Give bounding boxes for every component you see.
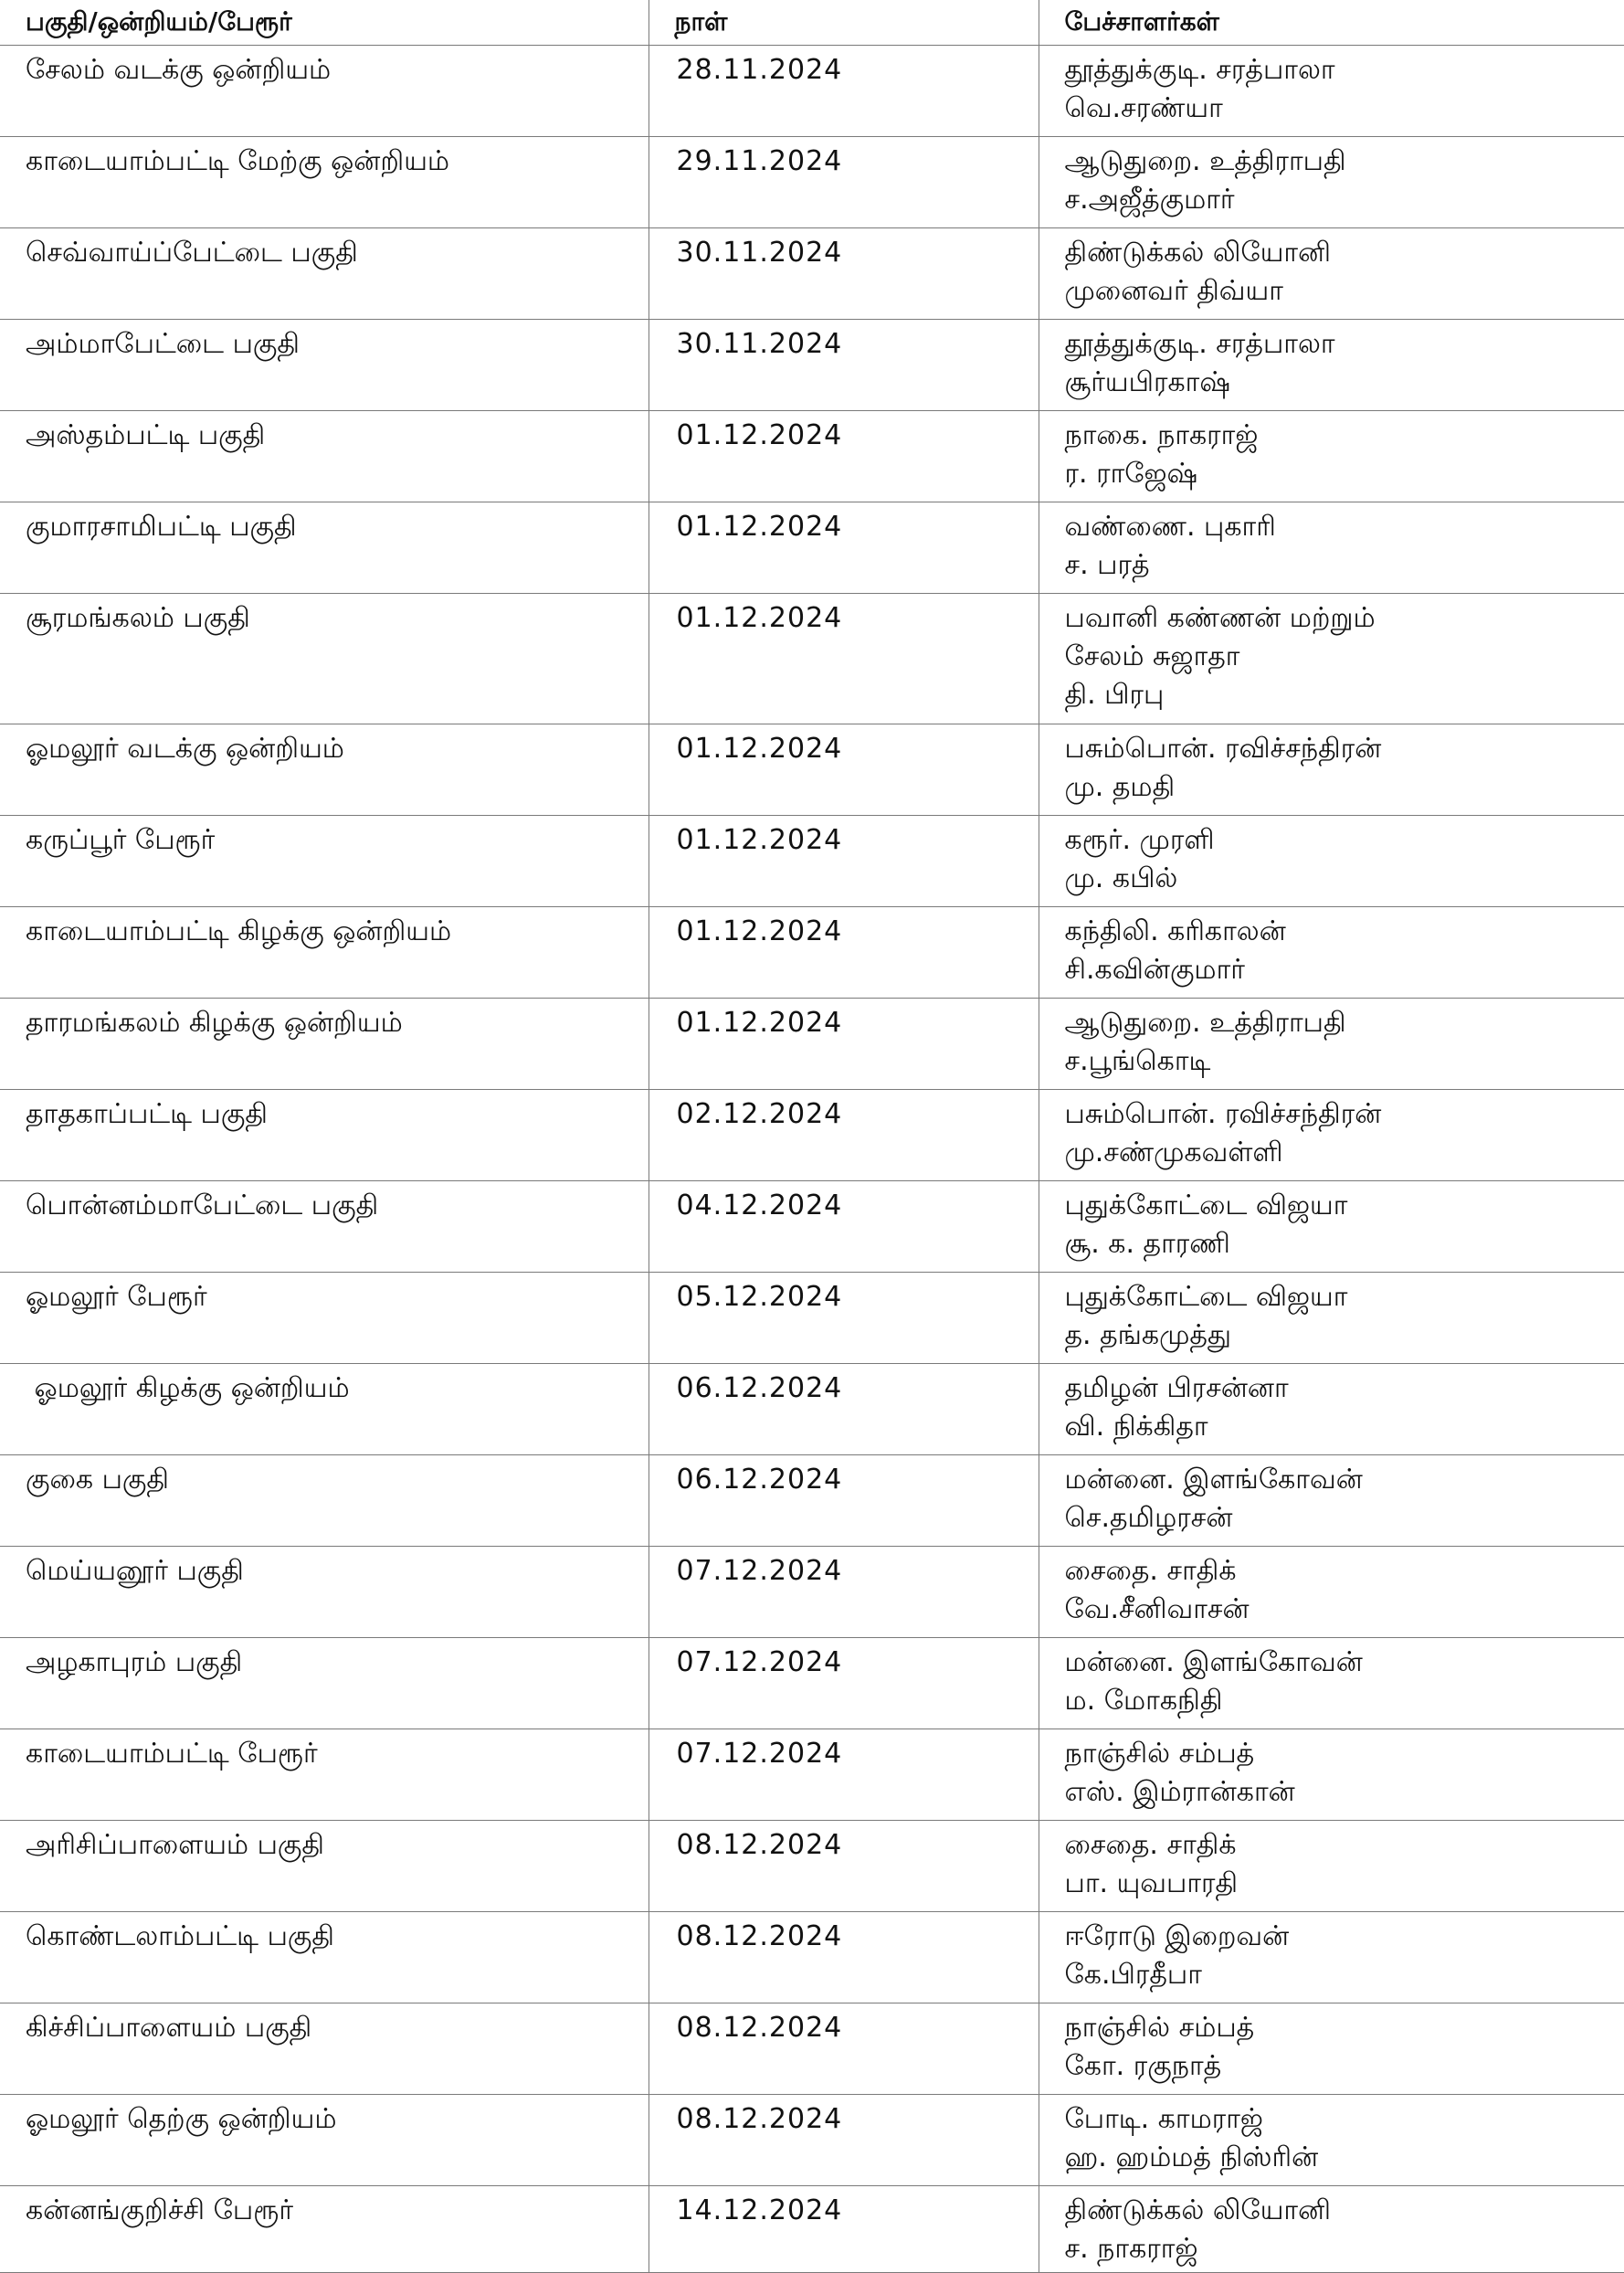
speakers-cell <box>1039 2186 1624 2273</box>
table-row <box>0 1729 1624 1821</box>
table-row <box>0 1090 1624 1181</box>
area-cell: அஸ்தம்பட்டி பகுதி <box>0 411 649 502</box>
date-cell: 07.12.2024 <box>649 1729 1039 1821</box>
speakers-cell <box>1039 1364 1624 1455</box>
speaker-name: சி.கவின்குமார் <box>1065 951 1624 989</box>
date-cell: 08.12.2024 <box>649 1821 1039 1912</box>
table-row <box>0 1912 1624 2003</box>
column-header-area: பகுதி/ஒன்றியம்/பேரூர் <box>0 0 649 46</box>
date-cell: 08.12.2024 <box>649 2003 1039 2095</box>
column-header-speakers: பேச்சாளர்கள் <box>1039 0 1624 46</box>
speaker-name: மன்னை. இளங்கோவன் <box>1065 1644 1624 1682</box>
area-cell: கருப்பூர் பேரூர் <box>0 816 649 907</box>
area-cell: அரிசிப்பாளையம் பகுதி <box>0 1821 649 1912</box>
area-cell: மெய்யனூர் பகுதி <box>0 1547 649 1638</box>
date-cell: 08.12.2024 <box>649 1912 1039 2003</box>
speaker-name: பசும்பொன். ரவிச்சந்திரன் <box>1065 730 1624 768</box>
speaker-name: ச.பூங்கொடி <box>1065 1042 1624 1081</box>
column-header-date: நாள் <box>649 0 1039 46</box>
speaker-name: ஆடுதுறை. உத்திராபதி <box>1065 1004 1624 1042</box>
speaker-name: மு.சண்முகவள்ளி <box>1065 1134 1624 1172</box>
speaker-name: செ.தமிழரசன் <box>1065 1499 1624 1538</box>
table-row <box>0 907 1624 999</box>
speakers-cell <box>1039 1821 1624 1912</box>
area-cell: காடையாம்பட்டி மேற்கு ஒன்றியம் <box>0 137 649 228</box>
speaker-name: புதுக்கோட்டை விஜயா <box>1065 1278 1624 1316</box>
speaker-name: சேலம் சுஜாதா <box>1065 638 1624 676</box>
table-row <box>0 816 1624 907</box>
speakers-cell <box>1039 907 1624 999</box>
speaker-name: வண்ணை. புகாரி <box>1065 508 1624 546</box>
table-row <box>0 137 1624 228</box>
speaker-name: ச. நாகராஜ் <box>1065 2230 1624 2268</box>
area-cell: சூரமங்கலம் பகுதி <box>0 594 649 724</box>
date-cell: 30.11.2024 <box>649 228 1039 320</box>
speaker-name: கந்திலி. கரிகாலன் <box>1065 913 1624 951</box>
speakers-cell <box>1039 816 1624 907</box>
date-cell: 01.12.2024 <box>649 816 1039 907</box>
speakers-cell <box>1039 2003 1624 2095</box>
date-cell: 29.11.2024 <box>649 137 1039 228</box>
table-row <box>0 999 1624 1090</box>
date-cell: 01.12.2024 <box>649 411 1039 502</box>
speaker-name: தி. பிரபு <box>1065 676 1624 714</box>
speaker-name: ஆடுதுறை. உத்திராபதி <box>1065 143 1624 181</box>
speaker-name: கே.பிரதீபா <box>1065 1956 1624 1994</box>
date-cell: 01.12.2024 <box>649 999 1039 1090</box>
speakers-cell <box>1039 1912 1624 2003</box>
area-cell: கிச்சிப்பாளையம் பகுதி <box>0 2003 649 2095</box>
table-row <box>0 46 1624 137</box>
date-cell: 04.12.2024 <box>649 1181 1039 1273</box>
speakers-cell <box>1039 1090 1624 1181</box>
area-cell: காடையாம்பட்டி பேரூர் <box>0 1729 649 1821</box>
table-body <box>0 46 1624 2273</box>
speakers-cell <box>1039 594 1624 724</box>
speakers-cell <box>1039 1547 1624 1638</box>
table-row <box>0 1547 1624 1638</box>
table-row <box>0 1181 1624 1273</box>
date-cell: 01.12.2024 <box>649 724 1039 816</box>
area-cell: குமாரசாமிபட்டி பகுதி <box>0 502 649 594</box>
area-cell: அழகாபுரம் பகுதி <box>0 1638 649 1729</box>
area-cell: ஓமலூர் கிழக்கு ஒன்றியம் <box>0 1364 649 1455</box>
speaker-name: தமிழன் பிரசன்னா <box>1065 1369 1624 1408</box>
table-row <box>0 2003 1624 2095</box>
speaker-name: மன்னை. இளங்கோவன் <box>1065 1461 1624 1499</box>
speakers-cell <box>1039 1638 1624 1729</box>
speaker-name: முனைவர் திவ்யா <box>1065 272 1624 311</box>
area-cell: அம்மாபேட்டை பகுதி <box>0 320 649 411</box>
speaker-name: சைதை. சாதிக் <box>1065 1826 1624 1865</box>
speakers-cell <box>1039 320 1624 411</box>
speaker-name: ஹ. ஹம்மத் நிஸ்ரின் <box>1065 2139 1624 2177</box>
speakers-cell <box>1039 137 1624 228</box>
date-cell: 07.12.2024 <box>649 1638 1039 1729</box>
speaker-name: வே.சீனிவாசன் <box>1065 1591 1624 1629</box>
area-cell: தாரமங்கலம் கிழக்கு ஒன்றியம் <box>0 999 649 1090</box>
area-cell: கன்னங்குறிச்சி பேரூர் <box>0 2186 649 2273</box>
table-row <box>0 411 1624 502</box>
speaker-name: தூத்துக்குடி. சரத்பாலா <box>1065 325 1624 364</box>
area-cell: பொன்னம்மாபேட்டை பகுதி <box>0 1181 649 1273</box>
speaker-name: சைதை. சாதிக் <box>1065 1552 1624 1591</box>
table-row <box>0 594 1624 724</box>
speaker-name: திண்டுக்கல் லியோனி <box>1065 2192 1624 2230</box>
table-row <box>0 1364 1624 1455</box>
speaker-name: மு. கபில் <box>1065 860 1624 898</box>
speakers-cell <box>1039 1729 1624 1821</box>
speakers-cell <box>1039 2095 1624 2186</box>
date-cell: 05.12.2024 <box>649 1273 1039 1364</box>
speaker-name: ச. பரத் <box>1065 546 1624 585</box>
speaker-name: பசும்பொன். ரவிச்சந்திரன் <box>1065 1095 1624 1134</box>
table-row <box>0 724 1624 816</box>
speaker-name: நாஞ்சில் சம்பத் <box>1065 2009 1624 2047</box>
speaker-name: பா. யுவபாரதி <box>1065 1865 1624 1903</box>
speakers-cell <box>1039 1181 1624 1273</box>
area-cell: ஓமலூர் பேரூர் <box>0 1273 649 1364</box>
table-row <box>0 2186 1624 2273</box>
date-cell: 06.12.2024 <box>649 1364 1039 1455</box>
speakers-cell <box>1039 999 1624 1090</box>
speaker-name: புதுக்கோட்டை விஜயா <box>1065 1187 1624 1225</box>
speakers-cell <box>1039 724 1624 816</box>
speaker-name: தூத்துக்குடி. சரத்பாலா <box>1065 51 1624 90</box>
speaker-name: வெ.சரண்யா <box>1065 90 1624 128</box>
speaker-name: எஸ். இம்ரான்கான் <box>1065 1773 1624 1812</box>
speaker-name: ம. மோகநிதி <box>1065 1682 1624 1720</box>
table-row <box>0 502 1624 594</box>
area-cell: காடையாம்பட்டி கிழக்கு ஒன்றியம் <box>0 907 649 999</box>
table-row <box>0 320 1624 411</box>
date-cell: 07.12.2024 <box>649 1547 1039 1638</box>
header-row <box>0 0 1624 46</box>
speaker-name: த. தங்கமுத்து <box>1065 1316 1624 1355</box>
speaker-name: ஈரோடு இறைவன் <box>1065 1918 1624 1956</box>
speakers-cell <box>1039 1455 1624 1547</box>
table-header <box>0 0 1624 46</box>
speakers-cell <box>1039 46 1624 137</box>
speakers-cell <box>1039 1273 1624 1364</box>
date-cell: 01.12.2024 <box>649 594 1039 724</box>
area-cell: செவ்வாய்ப்பேட்டை பகுதி <box>0 228 649 320</box>
speaker-name: ச.அஜீத்குமார் <box>1065 181 1624 219</box>
area-cell: சேலம் வடக்கு ஒன்றியம் <box>0 46 649 137</box>
table-row <box>0 1638 1624 1729</box>
area-cell: தாதகாப்பட்டி பகுதி <box>0 1090 649 1181</box>
area-cell: குகை பகுதி <box>0 1455 649 1547</box>
speaker-name: பவானி கண்ணன் மற்றும் <box>1065 599 1624 638</box>
date-cell: 06.12.2024 <box>649 1455 1039 1547</box>
date-cell: 30.11.2024 <box>649 320 1039 411</box>
speaker-name: ர. ராஜேஷ் <box>1065 455 1624 493</box>
speaker-name: கோ. ரகுநாத் <box>1065 2047 1624 2086</box>
speakers-cell <box>1039 411 1624 502</box>
date-cell: 01.12.2024 <box>649 502 1039 594</box>
speakers-cell <box>1039 228 1624 320</box>
speaker-name: நாகை. நாகராஜ் <box>1065 417 1624 455</box>
table-row <box>0 1821 1624 1912</box>
speaker-name: வி. நிக்கிதா <box>1065 1408 1624 1446</box>
table-row <box>0 228 1624 320</box>
date-cell: 28.11.2024 <box>649 46 1039 137</box>
speaker-name: நாஞ்சில் சம்பத் <box>1065 1735 1624 1773</box>
table-row <box>0 1273 1624 1364</box>
date-cell: 01.12.2024 <box>649 907 1039 999</box>
date-cell: 08.12.2024 <box>649 2095 1039 2186</box>
speaker-name: சூர்யபிரகாஷ் <box>1065 364 1624 402</box>
speaker-name: மு. தமதி <box>1065 768 1624 807</box>
table-row <box>0 2095 1624 2186</box>
speaker-name: போடி. காமராஜ் <box>1065 2100 1624 2139</box>
speaker-name: கரூர். முரளி <box>1065 821 1624 860</box>
date-cell: 14.12.2024 <box>649 2186 1039 2273</box>
area-cell: ஓமலூர் தெற்கு ஒன்றியம் <box>0 2095 649 2186</box>
speakers-cell <box>1039 502 1624 594</box>
date-cell: 02.12.2024 <box>649 1090 1039 1181</box>
area-cell: கொண்டலாம்பட்டி பகுதி <box>0 1912 649 2003</box>
speaker-name: திண்டுக்கல் லியோனி <box>1065 234 1624 272</box>
area-cell: ஓமலூர் வடக்கு ஒன்றியம் <box>0 724 649 816</box>
table-row <box>0 1455 1624 1547</box>
speaker-name: சூ. க. தாரணி <box>1065 1225 1624 1263</box>
